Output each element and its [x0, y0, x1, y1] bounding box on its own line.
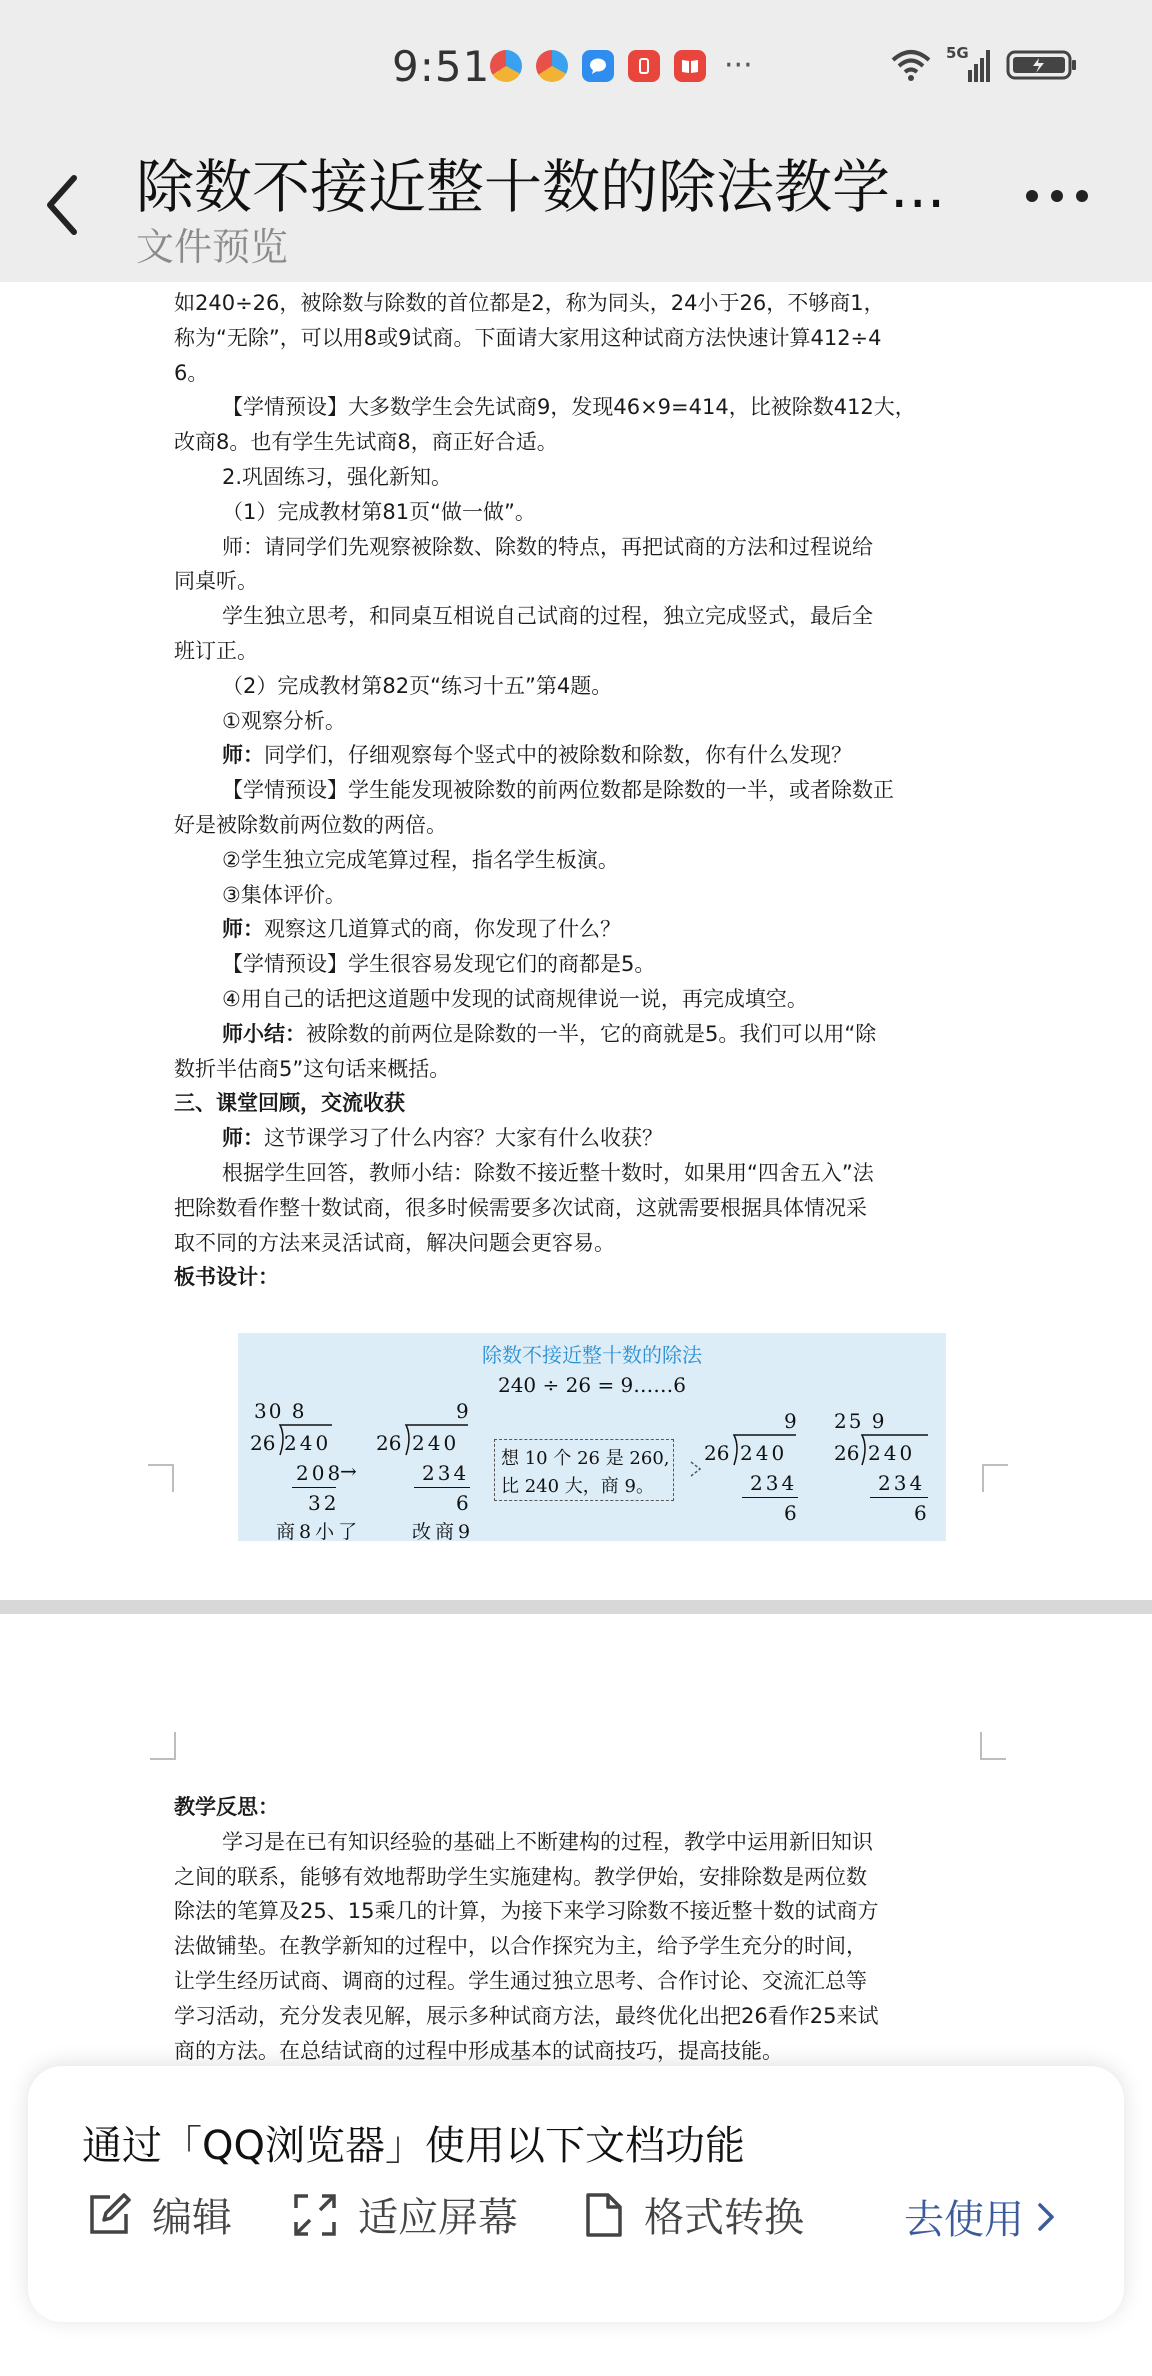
page-corner-mark	[150, 1732, 176, 1760]
dividend: 240	[740, 1441, 788, 1465]
text-line	[174, 1121, 984, 1156]
fit-screen-icon	[292, 2192, 338, 2238]
text-line	[174, 738, 984, 773]
document-title: 除数不接近整十数的除法教学...	[136, 153, 946, 221]
card-title: 通过「QQ浏览器」使用以下文档功能	[82, 2123, 745, 2169]
board-title: 除数不接近整十数的除法	[482, 1343, 702, 1367]
arrow-icon	[688, 1459, 704, 1479]
remainder: 32	[308, 1491, 340, 1515]
quotient: 9	[456, 1399, 469, 1423]
notification-icons	[490, 48, 753, 83]
remainder: 6	[784, 1501, 797, 1525]
edit-icon	[86, 2192, 132, 2238]
fit-screen-button[interactable]	[292, 2186, 518, 2243]
text-line: 让学生经历试商、调商的过程。学生通过独立思考、合作讨论、交流汇总等	[174, 1968, 867, 1993]
board-design-heading: 板书设计：	[174, 1265, 279, 1290]
text-line: 班订正。	[174, 638, 258, 663]
book-app-icon	[674, 50, 706, 82]
divisor: 26	[376, 1431, 402, 1455]
back-button[interactable]	[40, 170, 88, 240]
speech-text: 同学们，仔细观察每个竖式中的被除数和除数，你有什么发现？	[264, 743, 852, 768]
text-line: 好是被除数前两位数的两倍。	[174, 812, 447, 837]
subtraction-line	[870, 1497, 928, 1498]
divisor: 26	[250, 1431, 276, 1455]
text-line: （2）完成教材第82页“练习十五”第4题。	[222, 673, 613, 698]
red-app-icon	[628, 50, 660, 82]
status-bar	[0, 40, 1152, 96]
format-convert-label: 格式转换	[644, 2195, 804, 2241]
text-line: 除法的笔算及25、15乘几的计算，为接下来学习除数不接近整十数的试商方	[174, 1899, 879, 1924]
quotient: 9	[784, 1409, 797, 1433]
text-line: ②学生独立完成笔算过程，指名学生板演。	[222, 847, 619, 872]
text-line	[174, 1017, 984, 1052]
text-line: 如240÷26，被除数与除数的首位都是2，称为同头，24小于26，不够商1，	[174, 291, 885, 315]
page-corner-mark	[148, 1464, 174, 1492]
reflection-heading: 教学反思：	[174, 1795, 279, 1819]
text-line: 【学情预设】大多数学生会先试商9，发现46×9=414，比被除数412大，	[222, 395, 916, 420]
subtraction-line	[414, 1487, 470, 1488]
divisor: 26	[834, 1441, 860, 1465]
format-convert-button[interactable]	[584, 2186, 804, 2243]
text-line: ①观察分析。	[222, 708, 346, 733]
text-line: 法做铺垫。在教学新知的过程中，以合作探究为主，给予学生充分的时间，	[174, 1934, 867, 1959]
quotient: 30 8	[254, 1399, 307, 1423]
speech-text: 被除数的前两位是除数的一半，它的商就是5。我们可以用“除	[306, 1021, 877, 1046]
text-line: 6。	[174, 360, 209, 385]
text-line: 2.巩固练习，强化新知。	[222, 464, 453, 489]
section-heading: 三、课堂回顾，交流收获	[174, 1091, 405, 1116]
text-line: 学习是在已有知识经验的基础上不断建构的过程，教学中运用新旧知识	[222, 1829, 873, 1854]
subtraction-line	[292, 1487, 336, 1488]
dividend: 240	[412, 1431, 460, 1455]
product: 234	[750, 1471, 798, 1495]
text-line: 【学情预设】学生能发现被除数的前两位数都是除数的一半，或者除数正	[222, 778, 894, 803]
app-notification-icon	[536, 50, 568, 82]
document-icon	[584, 2191, 624, 2239]
note-line-1: 想 10 个 26 是 260,	[501, 1448, 670, 1469]
text-line	[174, 912, 984, 947]
page-subtitle: 文件预览	[136, 225, 289, 269]
text-line: 之间的联系，能够有效地帮助学生实施建构。教学伊始，安排除数是两位数	[174, 1864, 867, 1889]
dividend: 240	[284, 1431, 332, 1455]
text-line: 商的方法。在总结试商的过程中形成基本的试商技巧，提高技能。	[174, 2038, 783, 2063]
text-line: 师：请同学们先观察被除数、除数的特点，再把试商的方法和过程说给	[222, 534, 873, 559]
arrow: →	[340, 1459, 357, 1483]
thinking-note	[494, 1439, 674, 1501]
chevron-right-icon	[1036, 2201, 1056, 2233]
text-line: ④用自己的话把这道题中发现的试商规律说一说，再完成填空。	[222, 986, 808, 1011]
page-corner-mark	[982, 1464, 1008, 1492]
subtraction-line	[742, 1497, 798, 1498]
text-line: 称为“无除”，可以用8或9试商。下面请大家用这种试商方法快速计算412÷4	[174, 325, 882, 350]
speaker-label: 师：	[222, 743, 264, 768]
page-corner-mark	[980, 1732, 1006, 1760]
reflection-text	[174, 1790, 984, 2068]
browser-feature-card	[28, 2066, 1124, 2322]
edit-label: 编辑	[152, 2195, 232, 2241]
dividend: 240	[868, 1441, 916, 1465]
battery-icon	[1006, 48, 1078, 82]
divisor: 26	[704, 1441, 730, 1465]
text-line: 学生独立思考，和同桌互相说自己试商的过程，独立完成竖式，最后全	[222, 604, 873, 629]
quotient: 25 9	[834, 1409, 887, 1433]
signal-icon	[946, 46, 992, 84]
product: 208	[296, 1461, 344, 1485]
go-use-button[interactable]	[904, 2188, 1056, 2245]
network-label: 5G	[946, 44, 969, 62]
text-line: 改商8。也有学生先试商8，商正好合适。	[174, 430, 558, 455]
fit-screen-label: 适应屏幕	[358, 2195, 518, 2241]
product: 234	[422, 1461, 470, 1485]
system-icons	[890, 46, 1078, 84]
edit-button[interactable]	[86, 2186, 232, 2243]
wifi-icon	[890, 48, 932, 82]
page-separator	[0, 1600, 1152, 1614]
speaker-label: 师：	[222, 917, 264, 942]
caption: 商8小了	[276, 1521, 362, 1543]
speaker-label: 师小结：	[222, 1021, 306, 1046]
document-text	[174, 286, 984, 1295]
text-line: ③集体评价。	[222, 882, 346, 907]
app-notification-icon	[490, 50, 522, 82]
text-line: 学习活动，充分发表见解，展示多种试商方法，最终优化出把26看作25来试	[174, 2003, 879, 2028]
text-line: 同桌听。	[174, 569, 258, 594]
speaker-label: 师：	[222, 1126, 264, 1151]
top-bar	[0, 0, 1152, 282]
status-time: 9:51	[392, 42, 491, 91]
text-line: （1）完成教材第81页“做一做”。	[222, 499, 536, 524]
board-design-figure	[238, 1333, 946, 1541]
message-icon	[582, 50, 614, 82]
go-use-label: 去使用	[904, 2197, 1024, 2243]
more-notifications-icon: ···	[724, 48, 753, 83]
speech-text: 观察这几道算式的商，你发现了什么？	[264, 917, 621, 942]
speech-text: 这节课学习了什么内容？大家有什么收获？	[264, 1126, 663, 1151]
text-line: 把除数看作整十数试商，很多时候需要多次试商，这就需要根据具体情况采	[174, 1195, 867, 1220]
text-line: 取不同的方法来灵活试商，解决问题会更容易。	[174, 1230, 615, 1255]
text-line: 数折半估商5”这句话来概括。	[174, 1056, 451, 1081]
product: 234	[878, 1471, 926, 1495]
more-menu-button[interactable]	[1022, 178, 1092, 208]
text-line: 根据学生回答，教师小结：除数不接近整十数时，如果用“四舍五入”法	[222, 1160, 874, 1185]
board-equation: 240 ÷ 26 = 9……6	[497, 1373, 687, 1397]
caption: 改商9	[412, 1521, 475, 1543]
remainder: 6	[456, 1491, 469, 1515]
remainder: 6	[914, 1501, 927, 1525]
note-line-2: 比 240 大，商 9。	[501, 1476, 654, 1497]
text-line: 【学情预设】学生很容易发现它们的商都是5。	[222, 952, 656, 977]
